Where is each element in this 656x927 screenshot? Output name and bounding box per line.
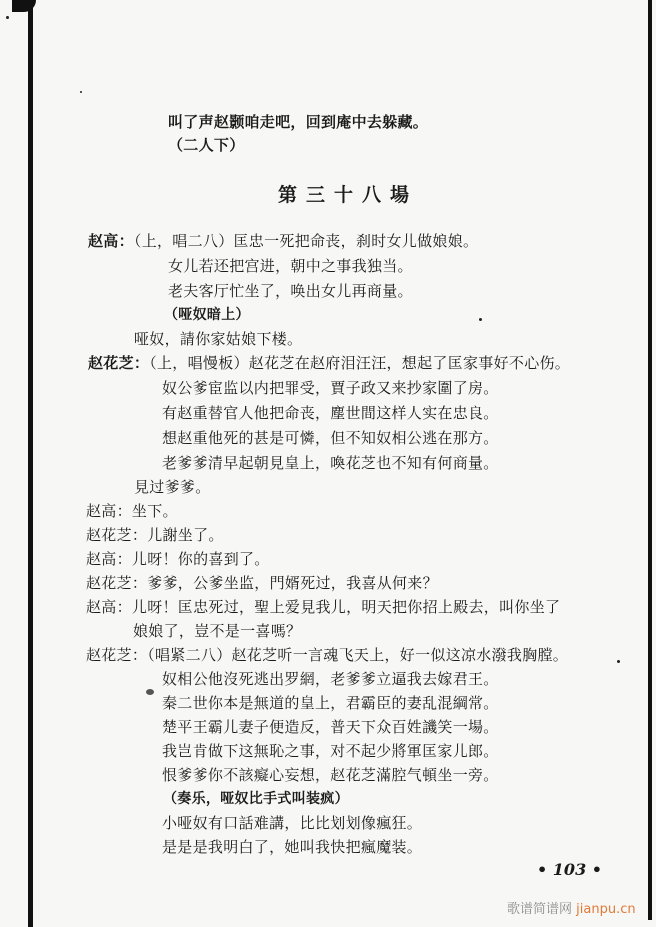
verse-line: 恨爹爹你不該癡心妄想，赵花芝滿腔气頓坐一旁。 bbox=[162, 766, 499, 784]
speaker-name: 赵高： bbox=[86, 502, 132, 520]
stage-direction: （二人下） bbox=[168, 136, 245, 154]
dialogue-line bbox=[88, 232, 478, 250]
dialogue-line bbox=[86, 502, 178, 520]
scan-speck bbox=[6, 16, 9, 19]
scan-edge-left bbox=[28, 0, 33, 927]
speaker-name: 赵花芝： bbox=[86, 646, 148, 664]
scan-speck bbox=[617, 660, 620, 663]
watermark-en: jianpu.cn bbox=[576, 902, 636, 917]
line-text: 爹爹，公爹坐监，門婿死过，我喜从何来？ bbox=[147, 574, 438, 592]
speaker-name: 赵高： bbox=[86, 550, 132, 568]
verse-line: 秦二世你本是無道的皇上，君霸臣的妻乱混綱常。 bbox=[162, 694, 499, 712]
line-text: （唱紧二八）赵花芝听一言魂飞天上，好一似这凉水潑我胸膛。 bbox=[147, 646, 569, 664]
dialogue-line bbox=[88, 354, 570, 372]
line-text: 儿謝坐了。 bbox=[147, 526, 224, 544]
line-text: 坐下。 bbox=[131, 502, 178, 520]
scene-title: 第三十八場 bbox=[278, 184, 419, 206]
dialogue-line bbox=[86, 646, 568, 664]
dialogue-line: 見过爹爹。 bbox=[134, 478, 211, 496]
verse-line: 想赵重他死的甚是可憐，但不知奴相公逃在那方。 bbox=[162, 429, 499, 447]
verse-line: 有赵重替官人他把命丧，塵世間这样人实在忠良。 bbox=[162, 404, 499, 422]
dialogue-line: 娘娘了，豈不是一喜嗎？ bbox=[133, 622, 302, 640]
line-text: 儿呀！匡忠死过，聖上爱見我儿，明天把你招上殿去，叫你坐了 bbox=[131, 598, 561, 616]
continuation-line: 叫了声赵颢咱走吧，回到庵中去躲藏。 bbox=[168, 113, 429, 131]
verse-line: 楚平王霸儿妻子便造反，普天下众百姓譏笑一場。 bbox=[162, 718, 499, 736]
dialogue-line: 哑奴，請你家姑娘下楼。 bbox=[134, 330, 303, 348]
verse-line: 老夫客厅忙坐了，唤出女儿再商量。 bbox=[168, 282, 413, 300]
verse-line: 奴公爹宦监以内把罪受，賈子政又来抄家圍了房。 bbox=[162, 379, 499, 397]
watermark-cn: 歌谱简谱网 bbox=[507, 902, 573, 917]
dialogue-line bbox=[86, 526, 224, 544]
verse-line: 是是是我明白了，她叫我快把瘋魔装。 bbox=[162, 838, 423, 856]
verse-line: 老爹爹清早起朝見皇上，喚花芝也不知有何商量。 bbox=[162, 454, 499, 472]
line-text: 儿呀！你的喜到了。 bbox=[131, 550, 270, 568]
speaker-name: 赵高： bbox=[88, 232, 134, 250]
verse-line: 奴相公他沒死逃出罗網，老爹爹立逼我去嫁君王。 bbox=[162, 670, 499, 688]
line-text: （上，唱二八）匡忠一死把命丧，刹时女儿做娘娘。 bbox=[133, 232, 479, 250]
watermark bbox=[507, 898, 636, 917]
speaker-name: 赵花芝： bbox=[86, 526, 148, 544]
scan-speck bbox=[479, 318, 482, 321]
dialogue-line bbox=[86, 550, 270, 568]
verse-line: 我岂肯做下这無恥之事，对不起少將軍匡家儿郎。 bbox=[162, 742, 499, 760]
dialogue-line bbox=[86, 598, 560, 616]
scan-edge-right bbox=[648, 0, 652, 920]
scan-speck bbox=[80, 91, 82, 93]
verse-line: 小哑奴有口話难講，比比划划像瘋狂。 bbox=[162, 814, 423, 832]
speaker-name: 赵花芝： bbox=[88, 354, 150, 372]
line-text: （上，唱慢板）赵花芝在赵府泪汪汪，想起了匡家事好不心伤。 bbox=[149, 354, 571, 372]
verse-line: 女儿若还把宫进，朝中之事我独当。 bbox=[168, 257, 413, 275]
speaker-name: 赵花芝： bbox=[86, 574, 148, 592]
speaker-name: 赵高： bbox=[86, 598, 132, 616]
dialogue-line bbox=[86, 574, 438, 592]
page-number: • 103 • bbox=[537, 860, 602, 879]
stage-direction: （哑奴暗上） bbox=[164, 307, 250, 323]
stage-direction: （奏乐，哑奴比手式叫装疯） bbox=[163, 791, 349, 807]
scan-speck bbox=[146, 689, 154, 695]
